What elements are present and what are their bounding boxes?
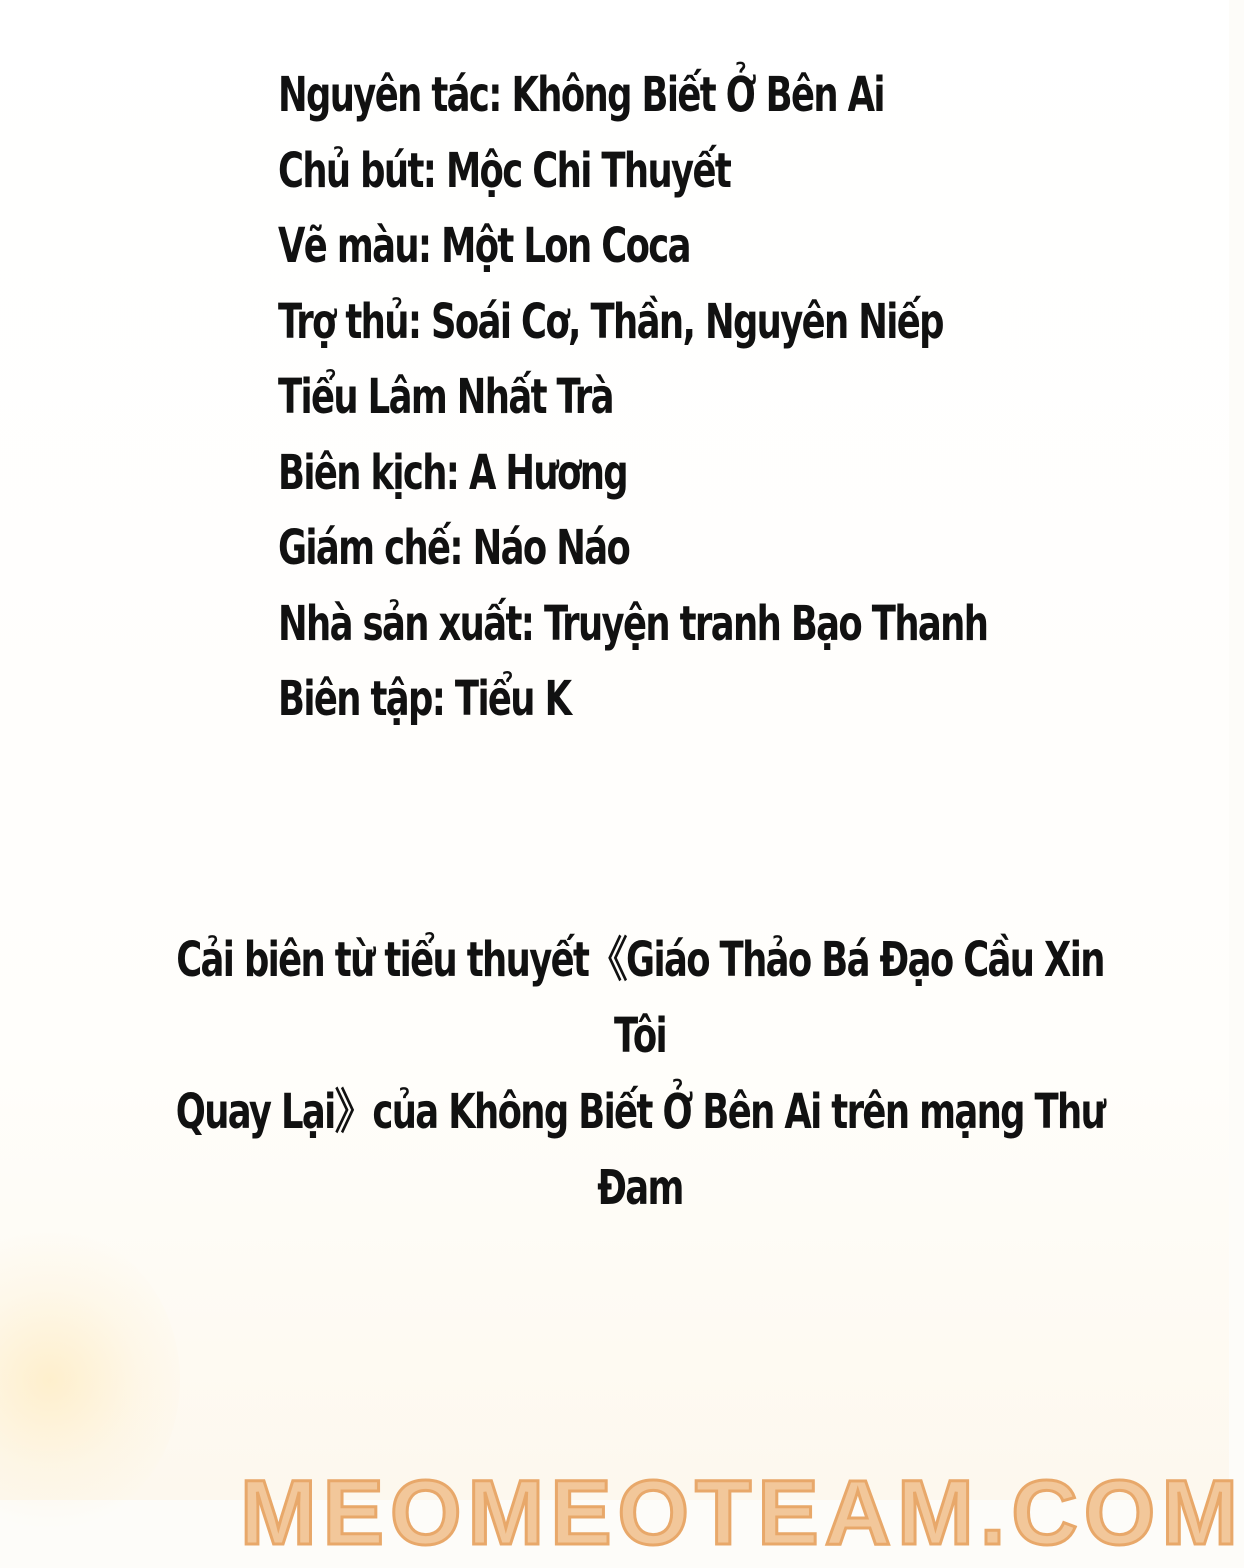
- credit-screenwriter: Biên kịch: A Hương: [278, 444, 627, 501]
- credit-editor: Biên tập: Tiểu K: [278, 671, 571, 727]
- credit-assistants: Trợ thủ: Soái Cơ, Thần, Nguyên Niếp: [278, 293, 943, 350]
- watermark-text: MEOMEOTEAM.COM: [240, 1462, 1244, 1564]
- credit-lead-artist: Chủ bút: Mộc Chi Thuyết: [278, 142, 731, 199]
- decorative-glow: [0, 1230, 180, 1530]
- credits-list: [278, 58, 1178, 738]
- adaptation-line-1: Cải biên từ tiểu thuyết《Giáo Thảo Bá Đạo Cầu Xin Tôi: [176, 932, 1104, 1064]
- credit-supervisor: Giám chế: Náo Náo: [278, 520, 630, 576]
- adaptation-notice: [148, 922, 1132, 1226]
- credit-original-author: Nguyên tác: Không Biết Ở Bên Ai: [278, 67, 884, 123]
- credit-assistants-continued: Tiểu Lâm Nhất Trà: [278, 369, 613, 425]
- credit-colorist: Vẽ màu: Một Lon Coca: [278, 218, 690, 274]
- site-watermark: [240, 1458, 1244, 1564]
- credit-producer: Nhà sản xuất: Truyện tranh Bạo Thanh: [278, 595, 988, 652]
- adaptation-line-2: Quay Lại》của Không Biết Ở Bên Ai trên mạng Thư Đam: [175, 1084, 1105, 1216]
